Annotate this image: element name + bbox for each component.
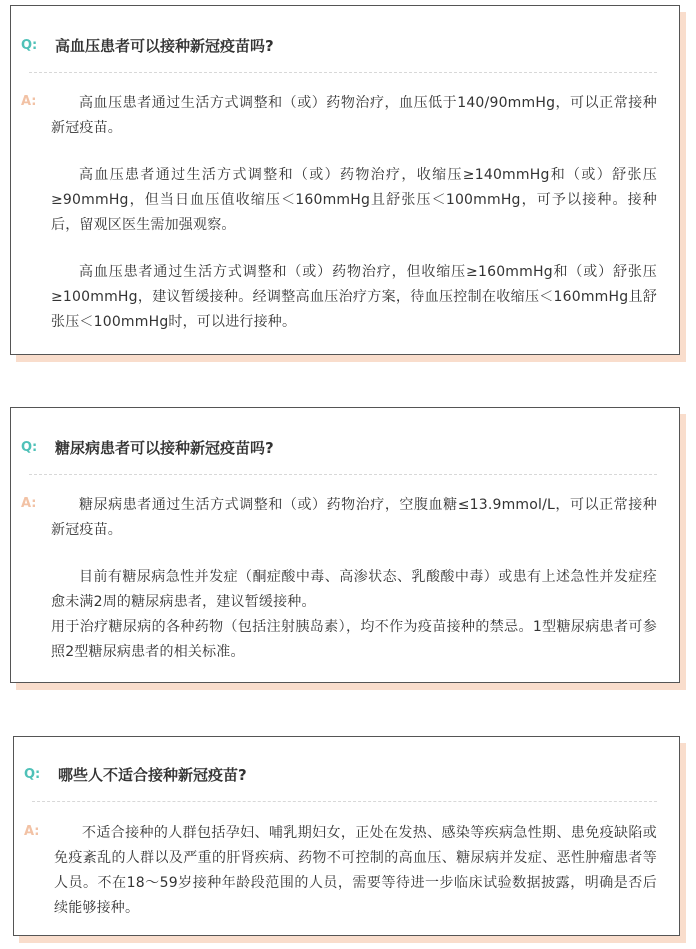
answer-paragraph: 用于治疗糖尿病的各种药物（包括注射胰岛素），均不作为疫苗接种的禁忌。1型糖尿病患者可参照2型糖尿病患者的相关标准。: [51, 619, 657, 660]
question-row: [11, 34, 679, 58]
answer-paragraph: 目前有糖尿病急性并发症（酮症酸中毒、高渗状态、乳酸酸中毒）或患有上述急性并发症痊愈未满2周的糖尿病患者，建议暂缓接种。: [51, 569, 657, 610]
answer-body: [51, 493, 657, 665]
dashed-divider: [29, 474, 657, 475]
dashed-divider: [32, 801, 657, 802]
dashed-divider: [29, 72, 657, 73]
q-prefix-label: Q:: [21, 440, 38, 455]
question-title: 哪些人不适合接种新冠疫苗?: [58, 766, 247, 784]
q-prefix-label: Q:: [24, 767, 41, 782]
qa-card-unsuitable-groups: [13, 736, 680, 936]
a-prefix-label: A:: [24, 824, 40, 839]
answer-paragraph: 高血压患者通过生活方式调整和（或）药物治疗，但收缩压≥160mmHg和（或）舒张压≥100mmHg，建议暂缓接种。经调整高血压治疗方案，待血压控制在收缩压＜160mmHg且舒张压＜100mmHg时，可以进行接种。: [51, 264, 657, 330]
q-prefix-label: Q:: [21, 38, 38, 53]
answer-body: [54, 821, 657, 921]
answer-paragraph: 高血压患者通过生活方式调整和（或）药物治疗，血压低于140/90mmHg，可以正常接种新冠疫苗。: [51, 95, 657, 136]
question-row: [11, 436, 679, 460]
qa-card-hypertension: [10, 5, 680, 355]
qa-card-diabetes: [10, 407, 680, 683]
question-title: 高血压患者可以接种新冠疫苗吗?: [55, 37, 274, 55]
question-row: [14, 763, 679, 787]
answer-paragraph: 不适合接种的人群包括孕妇、哺乳期妇女，正处在发热、感染等疾病急性期、患免疫缺陷或免疫紊乱的人群以及严重的肝肾疾病、药物不可控制的高血压、糖尿病并发症、恶性肿瘤患者等人员。不在18～59岁接种年龄段范围的人员，需要等待进一步临床试验数据披露，明确是否后续能够接种。: [54, 825, 657, 916]
answer-body: [51, 91, 657, 335]
answer-paragraph: 高血压患者通过生活方式调整和（或）药物治疗，收缩压≥140mmHg和（或）舒张压≥90mmHg，但当日血压值收缩压＜160mmHg且舒张压＜100mmHg，可予以接种。接种后，留观区医生需加强观察。: [51, 167, 657, 233]
answer-paragraph: 糖尿病患者通过生活方式调整和（或）药物治疗，空腹血糖≤13.9mmol/L，可以正常接种新冠疫苗。: [51, 497, 657, 538]
a-prefix-label: A:: [21, 496, 37, 511]
question-title: 糖尿病患者可以接种新冠疫苗吗?: [55, 439, 274, 457]
a-prefix-label: A:: [21, 94, 37, 109]
